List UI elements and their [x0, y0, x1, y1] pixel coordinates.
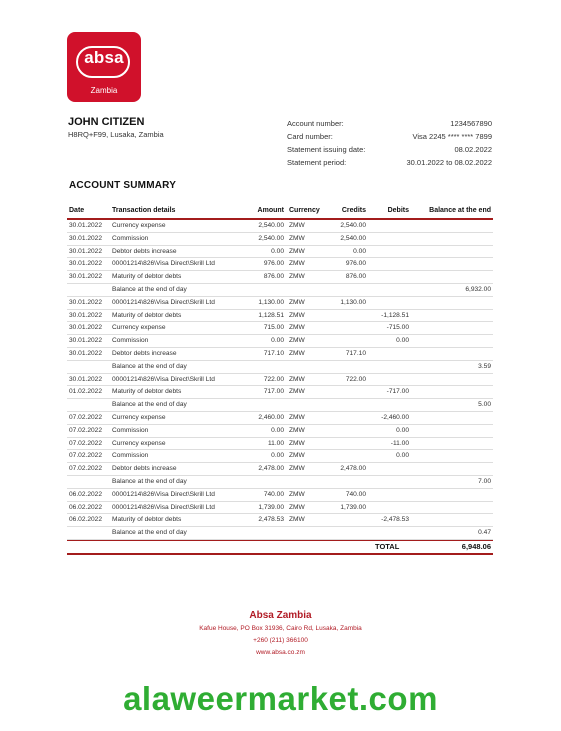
account-info: [287, 117, 492, 169]
total-rule: [67, 553, 493, 555]
table-row: [67, 476, 493, 489]
cell-currency: ZMW: [289, 388, 305, 396]
total-label: TOTAL: [375, 541, 400, 551]
table-row: [67, 463, 493, 476]
cell-currency: ZMW: [289, 324, 305, 332]
cell-date: 30.01.2022: [69, 337, 103, 345]
total-value: 6,948.06: [461, 541, 491, 551]
cell-amount: 0.00: [271, 337, 284, 345]
table-row: [67, 527, 493, 540]
summary-title: ACCOUNT SUMMARY: [69, 180, 177, 191]
cell-details: Commission: [112, 452, 149, 460]
account-label: Statement issuing date:: [287, 145, 366, 154]
account-value: 30.01.2022 to 08.02.2022: [406, 158, 492, 167]
cell-credits: 1,739.00: [340, 503, 366, 511]
cell-date: 07.02.2022: [69, 426, 103, 434]
header-date: Date: [69, 207, 85, 214]
cell-currency: ZMW: [289, 503, 305, 511]
statement-period-row: [287, 156, 492, 169]
account-value: 08.02.2022: [454, 145, 492, 154]
header-debits: Debits: [387, 207, 409, 214]
cell-amount: 2,540.00: [258, 234, 284, 242]
cell-details: Debtor debts increase: [112, 349, 177, 357]
cell-details: Currency expense: [112, 324, 166, 332]
cell-debits: -1,128.51: [381, 311, 409, 319]
table-row: [67, 450, 493, 463]
cell-currency: ZMW: [289, 311, 305, 319]
cell-details: Currency expense: [112, 413, 166, 421]
cell-debits: 0.00: [396, 452, 409, 460]
header-amount: Amount: [257, 207, 284, 214]
cell-currency: ZMW: [289, 465, 305, 473]
cell-currency: ZMW: [289, 426, 305, 434]
cell-credits: 976.00: [345, 260, 366, 268]
cell-currency: ZMW: [289, 349, 305, 357]
cell-credits: 876.00: [345, 273, 366, 281]
cell-balance: 3.59: [478, 362, 491, 370]
cell-credits: 1,130.00: [340, 298, 366, 306]
cell-debits: -11.00: [390, 439, 409, 447]
table-row: [67, 310, 493, 323]
cell-currency: ZMW: [289, 452, 305, 460]
cell-credits: 2,478.00: [340, 465, 366, 473]
cell-details: Debtor debts increase: [112, 465, 177, 473]
account-label: Card number:: [287, 132, 333, 141]
cell-amount: 0.00: [271, 452, 284, 460]
card-number-row: [287, 130, 492, 143]
cell-date: 01.02.2022: [69, 388, 103, 396]
cell-amount: 740.00: [263, 490, 284, 498]
table-row: [67, 220, 493, 233]
cell-date: 07.02.2022: [69, 439, 103, 447]
table-row: [67, 271, 493, 284]
table-row: [67, 233, 493, 246]
cell-amount: 1,128.51: [258, 311, 284, 319]
cell-details: Balance at the end of day: [112, 362, 187, 370]
cell-credits: 722.00: [345, 375, 366, 383]
table-row: [67, 284, 493, 297]
cell-currency: ZMW: [289, 516, 305, 524]
cell-credits: 0.00: [353, 247, 366, 255]
cell-currency: ZMW: [289, 260, 305, 268]
cell-details: Balance at the end of day: [112, 401, 187, 409]
table-row: [67, 514, 493, 527]
cell-amount: 2,460.00: [258, 413, 284, 421]
cell-currency: ZMW: [289, 273, 305, 281]
table-row: [67, 502, 493, 515]
cell-credits: 740.00: [345, 490, 366, 498]
table-row: [67, 297, 493, 310]
cell-currency: ZMW: [289, 222, 305, 229]
cell-amount: 1,739.00: [258, 503, 284, 511]
cell-details: 00001214\826\Visa Direct\Skrill Ltd: [112, 375, 215, 383]
cell-date: 30.01.2022: [69, 222, 103, 229]
cell-amount: 722.00: [263, 375, 284, 383]
cell-amount: 717.00: [263, 388, 284, 396]
header-credits: Credits: [341, 207, 366, 214]
cell-amount: 2,478.00: [258, 465, 284, 473]
transactions-table: [67, 204, 493, 555]
cell-date: 30.01.2022: [69, 311, 103, 319]
cell-amount: 11.00: [267, 439, 284, 447]
cell-debits: -715.00: [386, 324, 409, 332]
cell-date: 30.01.2022: [69, 234, 103, 242]
account-label: Account number:: [287, 119, 344, 128]
cell-debits: -717.00: [386, 388, 409, 396]
cell-details: Commission: [112, 337, 149, 345]
cell-amount: 717.10: [263, 349, 284, 357]
cell-details: Currency expense: [112, 439, 166, 447]
cell-date: 30.01.2022: [69, 375, 103, 383]
cell-amount: 1,130.00: [258, 298, 284, 306]
cell-currency: ZMW: [289, 247, 305, 255]
cell-amount: 976.00: [263, 260, 284, 268]
cell-date: 30.01.2022: [69, 273, 103, 281]
cell-date: 30.01.2022: [69, 298, 103, 306]
header-details: Transaction details: [112, 207, 176, 214]
cell-credits: 717.10: [345, 349, 366, 357]
cell-details: 00001214\826\Visa Direct\Skrill Ltd: [112, 490, 215, 498]
table-row: [67, 258, 493, 271]
cell-details: Balance at the end of day: [112, 285, 187, 293]
cell-amount: 876.00: [263, 273, 284, 281]
footer-phone: +260 (211) 366100: [253, 637, 308, 644]
table-row: [67, 438, 493, 451]
cell-details: Maturity of debtor debts: [112, 273, 182, 281]
footer-address: Kafue House, PO Box 31936, Cairo Rd, Lusaka, Zambia: [199, 625, 362, 632]
footer-company: Absa Zambia: [249, 610, 312, 621]
table-row: [67, 412, 493, 425]
cell-details: Maturity of debtor debts: [112, 516, 182, 524]
cell-amount: 0.00: [271, 247, 284, 255]
cell-currency: ZMW: [289, 413, 305, 421]
cell-date: 06.02.2022: [69, 490, 103, 498]
cell-date: 07.02.2022: [69, 452, 103, 460]
table-row: [67, 425, 493, 438]
cell-date: 07.02.2022: [69, 465, 103, 473]
cell-date: 06.02.2022: [69, 516, 103, 524]
table-row: [67, 374, 493, 387]
cell-details: 00001214\826\Visa Direct\Skrill Ltd: [112, 260, 215, 268]
customer-address: H8RQ+F99, Lusaka, Zambia: [68, 130, 164, 139]
logo-word: absa: [84, 48, 124, 67]
account-value: 1234567890: [450, 119, 492, 128]
cell-details: Commission: [112, 234, 149, 242]
cell-credits: 2,540.00: [340, 222, 366, 229]
cell-details: 00001214\826\Visa Direct\Skrill Ltd: [112, 503, 215, 511]
cell-date: 06.02.2022: [69, 503, 103, 511]
customer-name: JOHN CITIZEN: [68, 116, 145, 128]
account-value: Visa 2245 **** **** 7899: [412, 132, 492, 141]
header-balance: Balance at the end: [429, 207, 491, 214]
cell-date: 07.02.2022: [69, 413, 103, 421]
table-row: [67, 335, 493, 348]
cell-debits: 0.00: [396, 337, 409, 345]
watermark: alaweermarket.com: [123, 680, 438, 717]
cell-details: Balance at the end of day: [112, 477, 187, 485]
table-row: [67, 246, 493, 259]
absa-logo: [67, 32, 141, 102]
logo-country: Zambia: [90, 86, 118, 95]
table-row: [67, 399, 493, 412]
cell-balance: 7.00: [478, 477, 491, 485]
table-header: [67, 204, 493, 218]
cell-amount: 0.00: [271, 426, 284, 434]
cell-date: 30.01.2022: [69, 260, 103, 268]
cell-details: Commission: [112, 426, 149, 434]
cell-debits: -2,460.00: [381, 413, 409, 421]
table-row: [67, 489, 493, 502]
cell-amount: 2,540.00: [258, 222, 284, 229]
header-currency: Currency: [289, 207, 320, 214]
footer-website[interactable]: www.absa.co.zm: [256, 649, 305, 656]
cell-details: Balance at the end of day: [112, 529, 187, 537]
table-body: [67, 220, 493, 540]
cell-details: Debtor debts increase: [112, 247, 177, 255]
cell-debits: 0.00: [396, 426, 409, 434]
account-number-row: [287, 117, 492, 130]
cell-currency: ZMW: [289, 298, 305, 306]
table-row: [67, 322, 493, 335]
cell-details: Maturity of debtor debts: [112, 311, 182, 319]
cell-currency: ZMW: [289, 439, 305, 447]
cell-currency: ZMW: [289, 490, 305, 498]
cell-amount: 2,478.53: [258, 516, 284, 524]
cell-amount: 715.00: [263, 324, 284, 332]
cell-balance: 5.00: [478, 401, 491, 409]
cell-date: 30.01.2022: [69, 247, 103, 255]
table-row: [67, 361, 493, 374]
cell-currency: ZMW: [289, 375, 305, 383]
cell-date: 30.01.2022: [69, 349, 103, 357]
cell-credits: 2,540.00: [340, 234, 366, 242]
cell-debits: -2,478.53: [381, 516, 409, 524]
cell-details: Currency expense: [112, 222, 166, 229]
issue-date-row: [287, 143, 492, 156]
cell-details: 00001214\826\Visa Direct\Skrill Ltd: [112, 298, 215, 306]
total-row: [67, 540, 493, 553]
cell-currency: ZMW: [289, 337, 305, 345]
table-row: [67, 386, 493, 399]
table-row: [67, 348, 493, 361]
cell-balance: 0.47: [478, 529, 491, 537]
account-label: Statement period:: [287, 158, 347, 167]
cell-details: Maturity of debtor debts: [112, 388, 182, 396]
cell-balance: 6,932.00: [465, 285, 491, 293]
cell-currency: ZMW: [289, 234, 305, 242]
cell-date: 30.01.2022: [69, 324, 103, 332]
